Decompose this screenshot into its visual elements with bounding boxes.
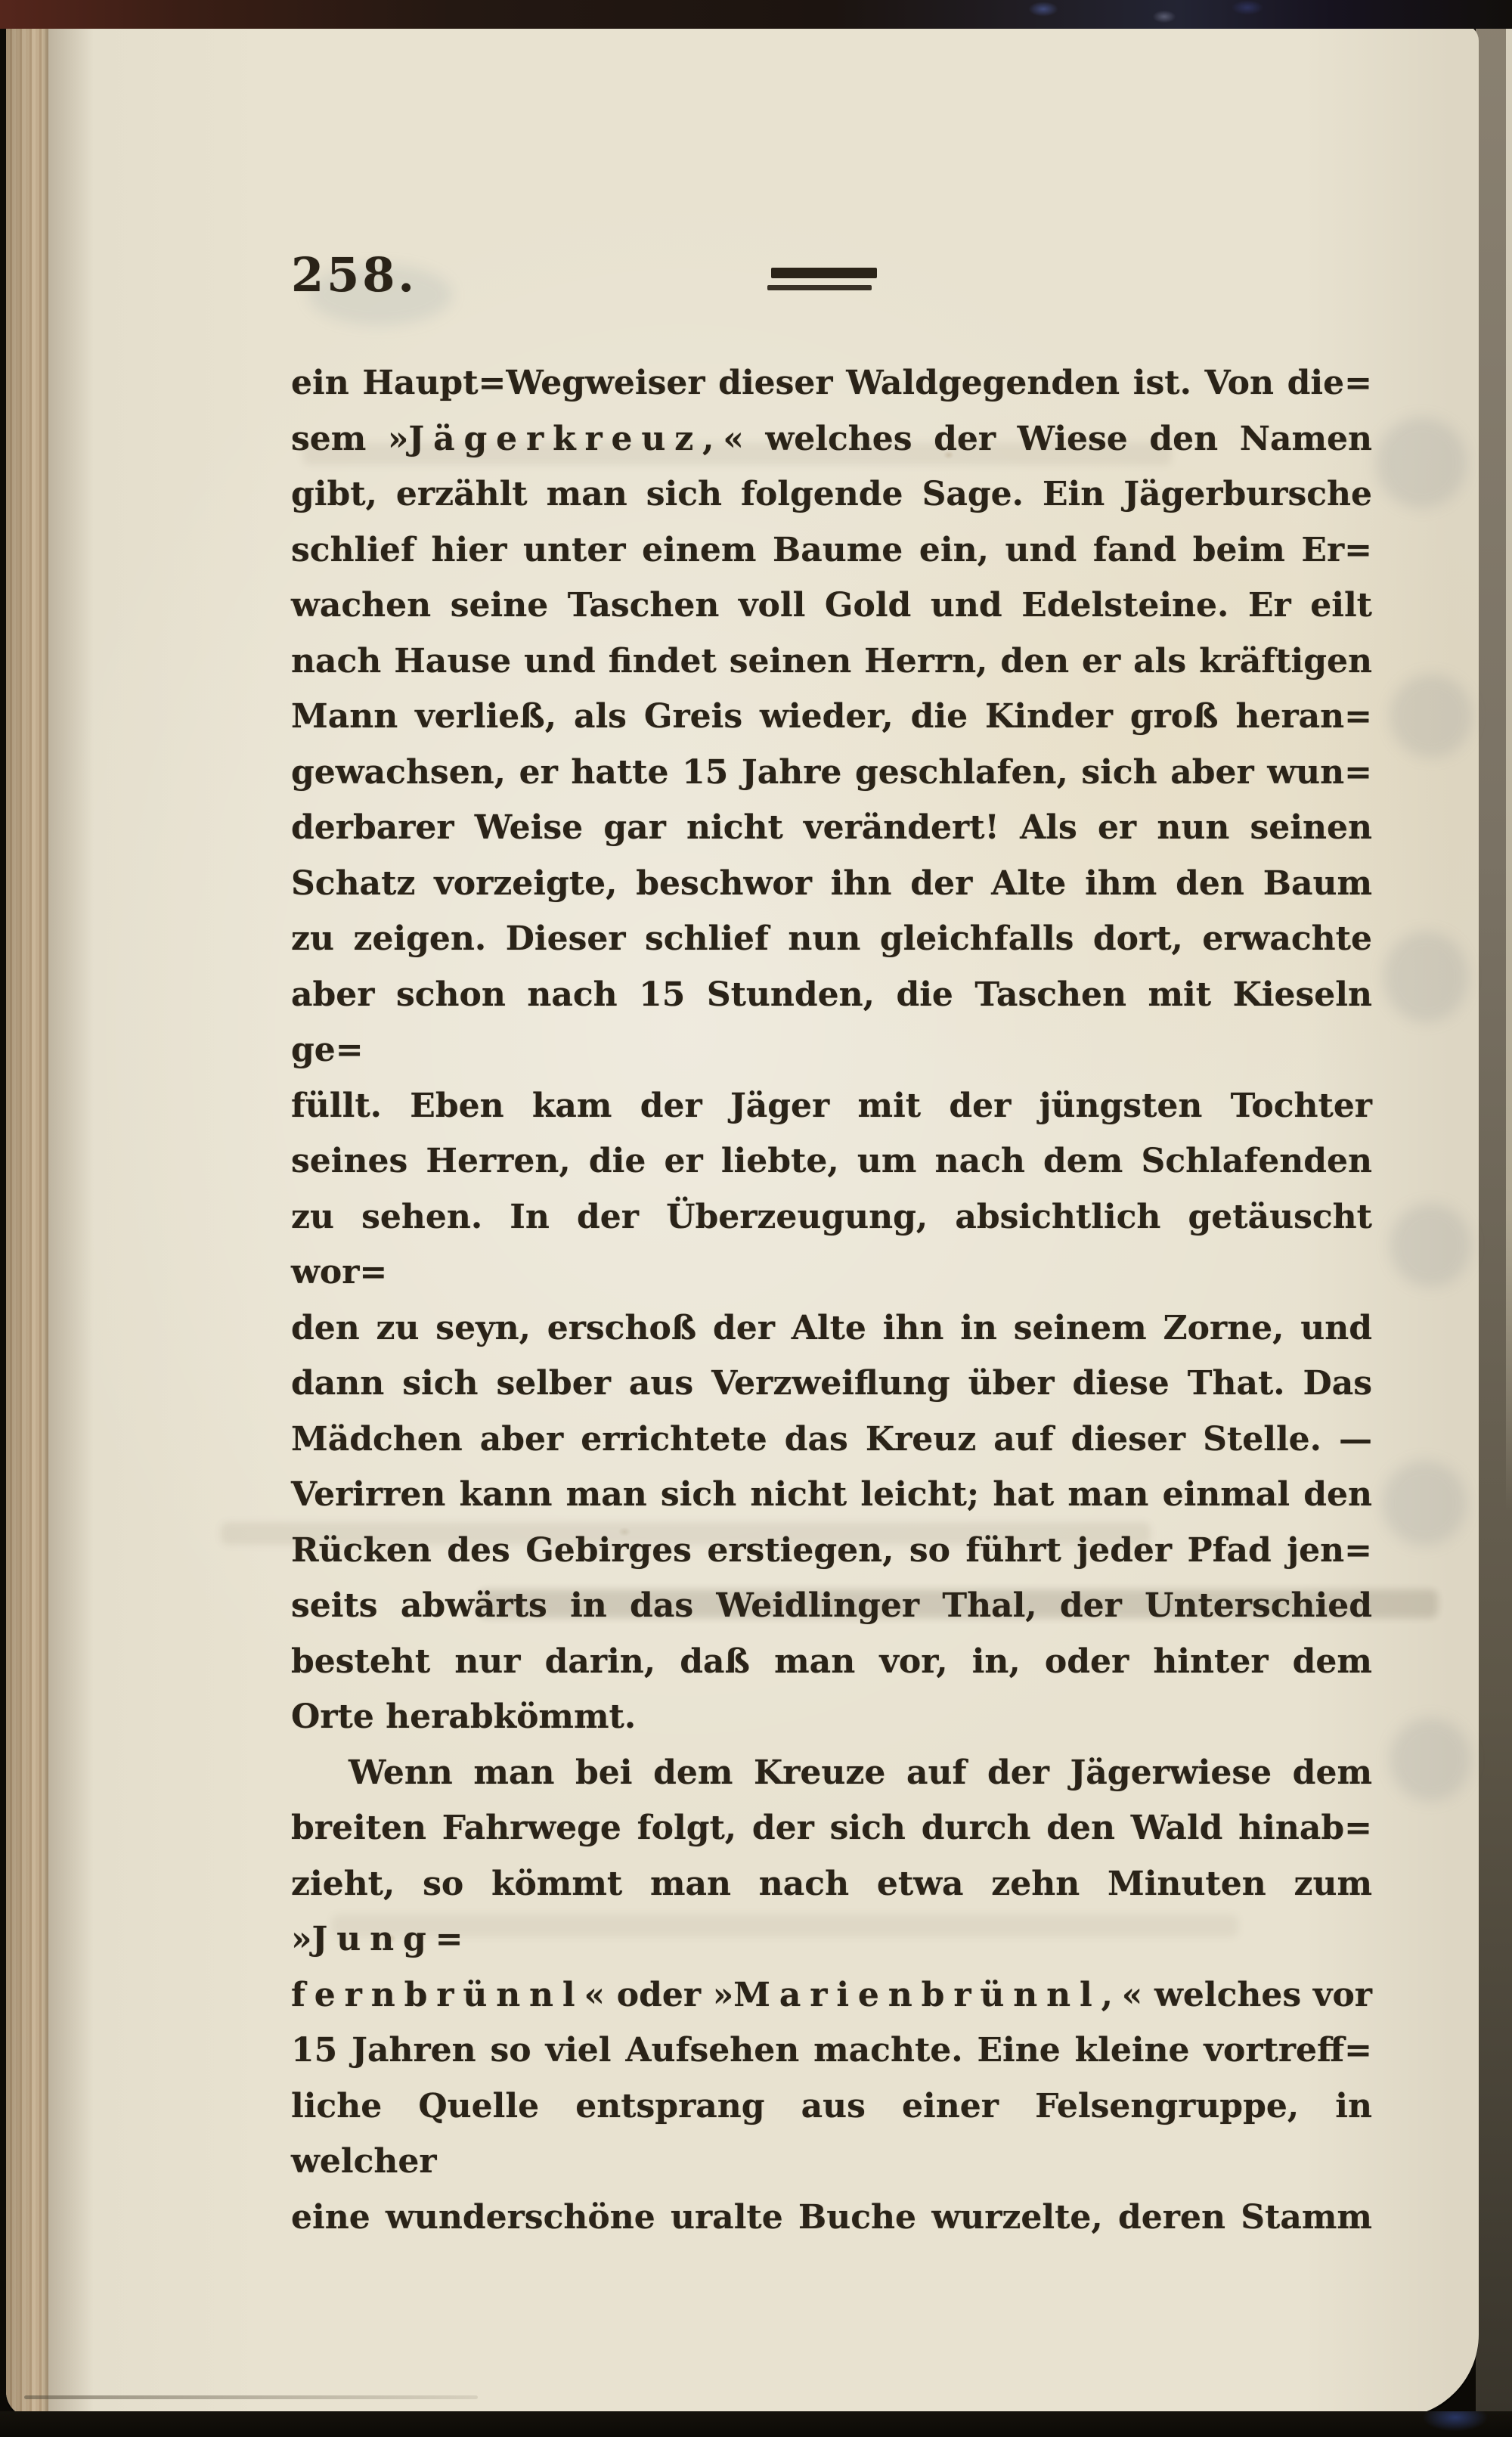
margin-stain	[1376, 417, 1467, 508]
book-cover-edge-bottom	[0, 2411, 1512, 2437]
text-segment: aber schon nach 15 Stunden, die Taschen mit Kieseln ge=	[291, 975, 1372, 1069]
text-line	[291, 745, 1372, 801]
binding-edge	[6, 24, 48, 2417]
text-line	[291, 578, 1372, 634]
text-line	[291, 411, 1372, 467]
letterspaced-text: fernbrünnl	[291, 1975, 584, 2014]
text-segment: liche Quelle entsprang aus einer Felsengruppe, in welcher	[291, 2086, 1372, 2181]
text-line	[291, 1078, 1372, 1134]
text-line	[291, 1133, 1372, 1189]
text-segment: dann sich selber aus Verzweiflung über diese That. Das	[291, 1364, 1372, 1403]
divider-rule-thick	[771, 268, 877, 278]
letterspaced-text: Jägerkreuz,	[408, 419, 723, 458]
text-segment: wachen seine Taschen voll Gold und Edelsteine. Er eilt	[291, 586, 1372, 625]
text-line	[291, 1412, 1372, 1468]
text-segment: eine wunderschöne uralte Buche wurzelte, deren Stamm	[291, 2197, 1372, 2237]
text-line	[291, 2079, 1372, 2190]
text-segment: gewachsen, er hatte 15 Jahre geschlafen, sich aber wun=	[291, 752, 1372, 792]
text-line	[291, 355, 1372, 411]
margin-stain	[1382, 1461, 1467, 1546]
book-cover-edge-top	[0, 0, 1512, 29]
text-segment: besteht nur darin, daß man vor, in, oder hinter dem	[291, 1642, 1372, 1681]
text-segment: Schatz vorzeigte, beschwor ihn der Alte ihm den Baum	[291, 863, 1372, 903]
text-line	[291, 1578, 1372, 1634]
text-segment: seits abwärts in das Weidlinger Thal, der Unterschied	[291, 1586, 1372, 1625]
text-line	[291, 1189, 1372, 1301]
text-line	[291, 967, 1372, 1078]
text-segment: Orte herabkömmt.	[291, 1698, 637, 1736]
margin-stain	[1390, 1204, 1471, 1287]
text-segment: zu zeigen. Dieser schlief nun gleichfalls dort, erwachte	[291, 919, 1372, 958]
text-line	[291, 1523, 1372, 1579]
text-line	[291, 1689, 1372, 1745]
text-segment: « welches vor	[1121, 1975, 1372, 2014]
text-segment: nach Hause und findet seinen Herrn, den er als kräftigen	[291, 641, 1372, 681]
text-line	[291, 1301, 1372, 1356]
text-segment: sem »	[291, 419, 409, 458]
underlying-sheet-edge	[24, 2395, 478, 2399]
book-block-right-edge-highlight	[1506, 0, 1512, 1511]
page	[6, 24, 1479, 2417]
text-line	[291, 1745, 1372, 1801]
text-segment: ein Haupt=Wegweiser dieser Waldgegenden ist. Von die=	[291, 364, 1372, 402]
margin-stain	[1390, 1718, 1471, 1801]
margin-stain	[1390, 674, 1473, 758]
text-segment: zieht, so kömmt man nach etwa zehn Minuten zum »	[291, 1864, 1372, 1958]
binding-shadow	[48, 24, 94, 2417]
text-segment: Rücken des Gebirges erstiegen, so führt jeder Pfad jen=	[291, 1530, 1372, 1570]
text-segment: breiten Fahrwege folgt, der sich durch den Wald hinab=	[291, 1809, 1372, 1847]
text-segment: schlief hier unter einem Baume ein, und fand beim Er=	[291, 530, 1372, 569]
text-line	[291, 1856, 1372, 1967]
text-segment: « oder »	[584, 1975, 734, 2014]
text-line	[291, 911, 1372, 967]
text-segment: seines Herren, die er liebte, um nach dem Schlafenden	[291, 1142, 1372, 1180]
text-segment: Verirren kann man sich nicht leicht; hat man einmal den	[291, 1475, 1372, 1514]
letterspaced-text: Marienbrünnl,	[733, 1975, 1122, 2014]
text-line	[291, 1967, 1372, 2023]
body-text	[291, 355, 1372, 2245]
margin-stain	[1383, 932, 1468, 1022]
header-divider-icon	[771, 268, 877, 290]
text-line	[291, 634, 1372, 690]
page-number: 258.	[291, 247, 418, 302]
text-line	[291, 1634, 1372, 1690]
text-segment: den zu seyn, erschoß der Alte ihn in seinem Zorne, und	[291, 1308, 1372, 1347]
text-segment: Wenn man bei dem Kreuze auf der Jägerwiese dem	[349, 1753, 1372, 1792]
text-line	[291, 2190, 1372, 2246]
text-line	[291, 2023, 1372, 2079]
text-segment: 15 Jahren so viel Aufsehen machte. Eine kleine vortreff=	[291, 2031, 1372, 2070]
text-segment: füllt. Eben kam der Jäger mit der jüngsten Tochter	[291, 1086, 1372, 1125]
text-line	[291, 856, 1372, 912]
letterspaced-text: Jung=	[311, 1920, 472, 1958]
text-segment: zu sehen. In der Überzeugung, absichtlich getäuscht wor=	[291, 1197, 1372, 1291]
text-line	[291, 800, 1372, 856]
text-segment: gibt, erzählt man sich folgende Sage. Ein Jägerbursche	[291, 475, 1372, 513]
text-segment: Mädchen aber errichtete das Kreuz auf dieser Stelle. —	[291, 1419, 1372, 1459]
text-line	[291, 1356, 1372, 1412]
text-segment: Mann verließ, als Greis wieder, die Kinder groß heran=	[291, 697, 1372, 736]
text-segment: « welches der Wiese den Namen	[723, 419, 1372, 458]
text-segment: derbarer Weise gar nicht verändert! Als er nun seinen	[291, 808, 1372, 847]
text-line	[291, 522, 1372, 578]
text-line	[291, 689, 1372, 745]
text-line	[291, 467, 1372, 522]
divider-rule-thin	[767, 285, 872, 290]
text-line	[291, 1800, 1372, 1856]
text-line	[291, 1467, 1372, 1523]
